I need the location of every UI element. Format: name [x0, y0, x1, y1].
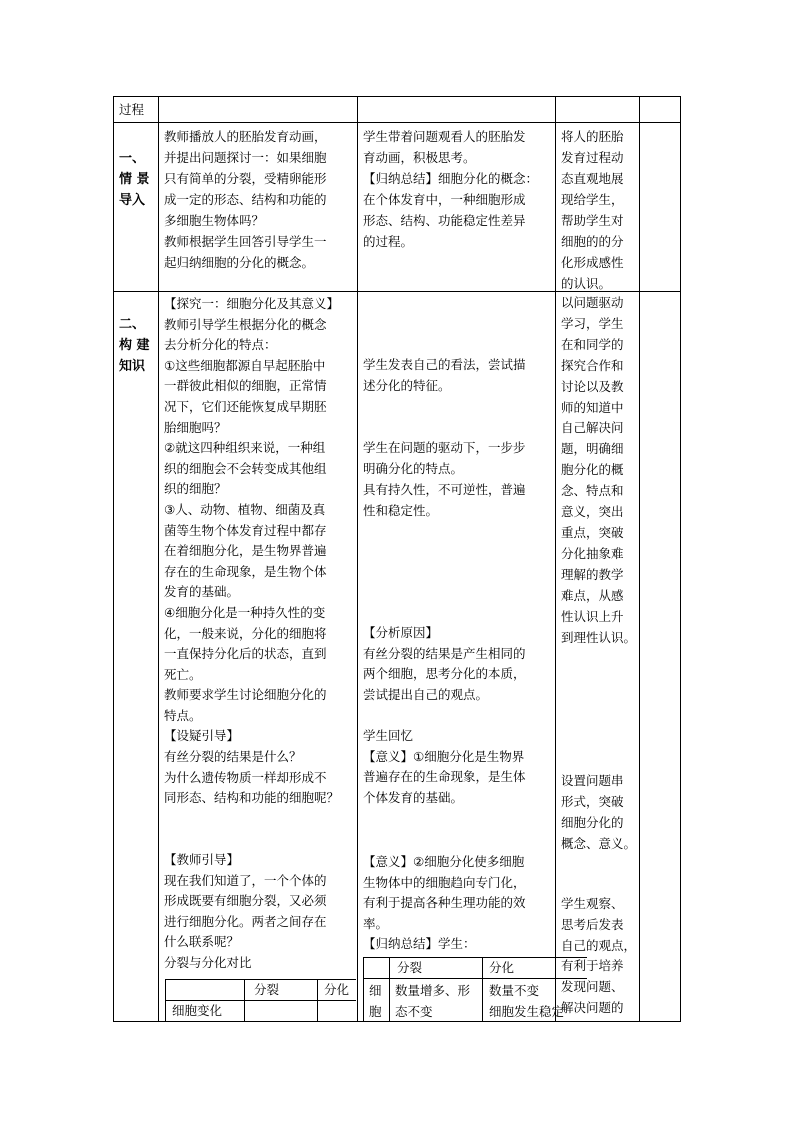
- text-line: 学生观察、: [561, 896, 624, 911]
- mini-table-cell: 细胞发生稳定: [489, 1004, 565, 1019]
- text-line: 【探究一：细胞分化及其意义】: [164, 296, 340, 311]
- text-line: 发现问题、: [561, 979, 624, 995]
- text-line: 为什么遗传物质一样却形成不: [164, 769, 327, 785]
- section2-intent-a: [561, 293, 636, 648]
- text-line: 到理性认识。: [561, 629, 637, 645]
- text-line: 率。: [363, 915, 389, 931]
- text-line: 织的细胞会不会转变成其他组: [164, 460, 327, 476]
- mini-table-row-label: 细胞变化: [172, 1003, 223, 1018]
- text-line: 【归纳总结】学生：: [363, 936, 476, 952]
- text-line: 重点，突破: [561, 524, 624, 540]
- text-line: 师的知道中: [561, 399, 624, 415]
- section2-label-line: 知识: [119, 359, 146, 374]
- text-line: 教师引导学生根据分化的概念: [164, 316, 327, 332]
- section1-label: [119, 148, 150, 211]
- text-line: 性认识上升: [561, 608, 624, 624]
- text-line: 细胞的的分: [561, 234, 624, 249]
- text-line: 化，一般来说，分化的细胞将: [164, 625, 327, 641]
- mini-table-line: [482, 957, 483, 1022]
- text-line: 明确分化的特点。: [363, 461, 464, 476]
- text-line: 多细胞生物体吗？: [164, 213, 265, 228]
- text-line: 形式，突破: [561, 794, 624, 809]
- text-line: ①这些细胞都源自早起胚胎中: [164, 357, 326, 373]
- text-line: 学生回忆: [363, 727, 414, 743]
- mini-table-header-diff: 分化: [489, 960, 515, 975]
- text-line: 去分析分化的特点：: [164, 337, 277, 353]
- mini-table-line: [165, 979, 166, 1021]
- section1-student: [363, 126, 538, 252]
- text-line: 意义，突出: [561, 504, 624, 520]
- text-line: 念、特点和: [561, 483, 624, 499]
- text-line: 帮助学生对: [561, 213, 624, 228]
- text-line: 只有简单的分裂，受精卵能形: [164, 171, 327, 186]
- text-line: 发育的基础。: [164, 584, 240, 600]
- text-line: 学生带着问题观看人的胚胎发: [363, 129, 526, 144]
- text-line: 成一定的形态、结构和功能的: [164, 192, 327, 207]
- section2-label-line: 构 建: [119, 338, 150, 353]
- text-line: 什么联系呢？: [164, 934, 240, 950]
- text-line: 探究合作和: [561, 357, 624, 373]
- text-line: 【意义】①细胞分化是生物界: [363, 748, 525, 764]
- mini-table-cell: 态不变: [395, 1004, 433, 1019]
- text-line: 育动画，积极思考。: [363, 150, 476, 165]
- text-line: 织的细胞？: [164, 481, 227, 497]
- text-line: 难点，从感: [561, 587, 624, 603]
- text-line: 学习，学生: [561, 315, 624, 331]
- text-line: 学生在问题的驱动下，一步步: [363, 440, 526, 455]
- text-line: [164, 829, 339, 850]
- text-line: 有丝分裂的结果是产生相同的: [363, 645, 526, 661]
- text-line: 【归纳总结】细胞分化的概念：: [363, 171, 539, 186]
- mini-table-line: [389, 957, 390, 1022]
- text-line: [363, 705, 526, 726]
- text-line: 胞分化的概: [561, 462, 624, 478]
- text-line: 生物体中的细胞趋向专门化，: [363, 874, 526, 890]
- section2-label: [119, 314, 150, 377]
- text-line: 解决问题的: [561, 999, 624, 1015]
- text-line: 化形成感性: [561, 255, 624, 270]
- text-line: 有利于提高各种生理功能的效: [363, 895, 526, 911]
- text-line: 的认识。: [561, 276, 612, 291]
- text-line: 死亡。: [164, 666, 202, 682]
- text-line: 【意义】②细胞分化使多细胞: [363, 854, 525, 869]
- text-line: 题，明确细: [561, 441, 624, 457]
- mini-table-header-split: 分裂: [397, 960, 423, 975]
- text-line: 在着细胞分化，是生物界普遍: [164, 543, 327, 559]
- text-line: 普遍存在的生命现象，是生体: [363, 769, 526, 785]
- section2-student-a: [363, 354, 526, 396]
- text-line: 况下，它们还能恢复成早期胚: [164, 398, 327, 414]
- text-line: 自己的观点，: [561, 937, 637, 953]
- mini-table-line: [363, 978, 587, 979]
- mini-table-header-diff: 分化: [324, 982, 350, 997]
- text-line: 同形态、结构和功能的细胞呢？: [164, 790, 340, 806]
- text-line: 在个体发育中，一种细胞形成: [363, 192, 526, 207]
- text-line: 现在我们知道了，一个个体的: [164, 872, 327, 888]
- header-process: 过程: [119, 102, 145, 117]
- text-line: 设置问题串: [561, 773, 624, 788]
- mini-table-cell: 数量不变: [489, 983, 540, 998]
- text-line: 理解的教学: [561, 566, 624, 582]
- section1-label-line: 情 景: [119, 172, 150, 187]
- text-line: 的过程。: [363, 234, 414, 249]
- table-line: [113, 96, 680, 97]
- table-line: [113, 96, 114, 1022]
- text-line: 菌等生物个体发育过程中都存: [164, 522, 327, 538]
- mini-table-cell: 数量增多、形: [395, 983, 471, 998]
- section2-teacher: [164, 294, 339, 974]
- text-line: 教师要求学生讨论细胞分化的: [164, 687, 327, 703]
- text-line: ④细胞分化是一种持久性的变: [164, 604, 326, 620]
- text-line: 形成既要有细胞分裂，又必须: [164, 893, 327, 909]
- text-line: 现给学生，: [561, 192, 624, 207]
- text-line: 发育过程动: [561, 150, 624, 165]
- text-line: ②就这四种组织来说，一种组: [164, 440, 326, 456]
- text-line: 学生发表自己的看法，尝试描: [363, 357, 526, 372]
- text-line: 形态、结构、功能稳定性差异: [363, 213, 526, 228]
- text-line: 思考后发表: [561, 916, 624, 932]
- mini-table-line: [363, 957, 364, 1022]
- section2-student-d: [363, 852, 526, 955]
- text-line: 进行细胞分化。两者之间存在: [164, 913, 327, 929]
- section2-label-line: 二、: [119, 317, 146, 332]
- text-line: [164, 809, 339, 830]
- mini-table-line: [244, 979, 245, 1021]
- mini-table-side-label: 胞: [369, 1004, 382, 1019]
- text-line: 以问题驱动: [561, 295, 624, 310]
- text-line: 并提出问题探讨一：如果细胞: [164, 150, 327, 165]
- section2-student-b: [363, 437, 526, 521]
- text-line: 自己解决问: [561, 420, 624, 436]
- text-line: 细胞分化的: [561, 815, 624, 830]
- section2-intent-c: [561, 894, 636, 1019]
- text-line: 【设疑引导】: [164, 728, 240, 744]
- text-line: 有丝分裂的结果是什么？: [164, 749, 302, 765]
- text-line: 一群彼此相似的细胞，正常情: [164, 378, 327, 394]
- text-line: 性和稳定性。: [363, 503, 439, 518]
- section2-student-c: [363, 623, 526, 808]
- text-line: 将人的胚胎: [561, 129, 624, 144]
- text-line: 有利于培养: [561, 958, 624, 974]
- text-line: 个体发育的基础。: [363, 789, 464, 805]
- table-line: [158, 96, 159, 1022]
- section1-teacher: [164, 126, 327, 273]
- text-line: 两个细胞，思考分化的本质，: [363, 666, 526, 682]
- section2-intent-b: [561, 770, 636, 854]
- text-line: 态直观地展: [561, 171, 624, 186]
- text-line: 一直保持分化后的状态，直到: [164, 646, 327, 662]
- text-line: 尝试提出自己的观点。: [363, 686, 489, 702]
- table-line: [639, 96, 640, 1022]
- text-line: 述分化的特征。: [363, 378, 451, 393]
- text-line: 教师根据学生回答引导学生一: [164, 234, 327, 249]
- text-line: 分裂与分化对比: [164, 955, 252, 970]
- mini-table-side-label: 细: [369, 983, 382, 998]
- text-line: 【分析原因】: [363, 625, 439, 640]
- text-line: 教师播放人的胚胎发育动画，: [164, 129, 327, 144]
- table-line: [555, 96, 556, 1022]
- text-line: 特点。: [164, 707, 202, 723]
- text-line: 分化抽象难: [561, 545, 624, 561]
- mini-table-line: [317, 979, 318, 1021]
- section1-label-line: 一、: [119, 151, 146, 166]
- text-line: 胎细胞吗？: [164, 419, 227, 435]
- text-line: 讨论以及教: [561, 378, 624, 394]
- text-line: 【教师引导】: [164, 852, 240, 868]
- section1-label-line: 导入: [119, 193, 146, 208]
- section1-intent: [561, 126, 624, 294]
- text-line: 概念、意义。: [561, 836, 637, 851]
- text-line: 具有持久性，不可逆性，普遍: [363, 482, 526, 497]
- text-line: 起归纳细胞的分化的概念。: [164, 255, 315, 270]
- text-line: 在和同学的: [561, 336, 624, 352]
- table-line: [680, 96, 681, 1022]
- mini-table-header-split: 分裂: [254, 982, 280, 997]
- table-line: [113, 122, 680, 123]
- table-line: [357, 96, 358, 1022]
- text-line: ③人、动物、植物、细菌及真: [164, 501, 326, 517]
- text-line: 存在的生命现象，是生物个体: [164, 563, 327, 579]
